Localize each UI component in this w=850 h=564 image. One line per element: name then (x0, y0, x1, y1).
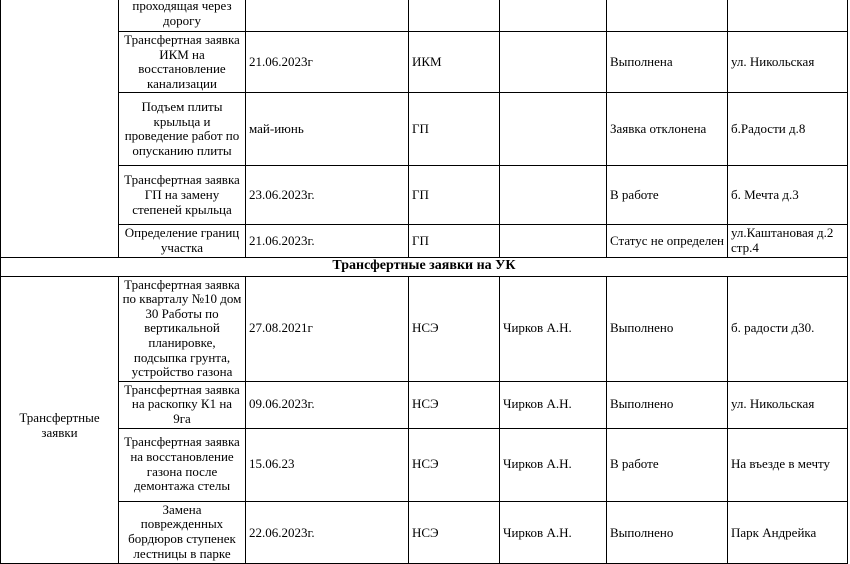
table-row (1, 276, 848, 381)
request-type: ИКМ (409, 32, 500, 93)
request-name: проходящая через дорогу (119, 0, 246, 32)
request-person (500, 32, 607, 93)
table-row (1, 225, 848, 257)
request-type: ГП (409, 93, 500, 166)
table-row (1, 428, 848, 501)
request-address: б.Радости д.8 (728, 93, 848, 166)
request-person: Чирков А.Н. (500, 428, 607, 501)
request-person (500, 225, 607, 257)
request-address: ул.Каштановая д.2 стр.4 (728, 225, 848, 257)
request-name: Замена поврежденных бордюров ступенек лестницы в парке (119, 501, 246, 563)
request-date: 22.06.2023г. (246, 501, 409, 563)
request-address: ул. Никольская (728, 381, 848, 428)
table-row (1, 32, 848, 93)
request-status: Выполнено (607, 276, 728, 381)
request-date: май-июнь (246, 93, 409, 166)
request-type: ГП (409, 225, 500, 257)
request-name: Подъем плиты крыльца и проведение работ по опусканию плиты (119, 93, 246, 166)
request-type: НСЭ (409, 381, 500, 428)
request-address (728, 0, 848, 32)
request-date: 21.06.2023г. (246, 225, 409, 257)
request-type: НСЭ (409, 501, 500, 563)
request-name: Определение границ участка (119, 225, 246, 257)
request-type: НСЭ (409, 276, 500, 381)
group-cell-empty (1, 0, 119, 257)
request-name: Трансфертная заявка ГП на замену степеней крыльца (119, 166, 246, 225)
table-row (1, 93, 848, 166)
section-title: Трансфертные заявки на УК (1, 257, 848, 276)
request-status: В работе (607, 428, 728, 501)
request-status: В работе (607, 166, 728, 225)
table-row (1, 501, 848, 563)
request-status: Выполнено (607, 501, 728, 563)
request-date: 23.06.2023г. (246, 166, 409, 225)
request-type: ГП (409, 166, 500, 225)
request-status: Статус не определен (607, 225, 728, 257)
request-address: ул. Никольская (728, 32, 848, 93)
request-person (500, 0, 607, 32)
request-name: Трансфертная заявка на восстановление газона после демонтажа стелы (119, 428, 246, 501)
table-row (1, 0, 848, 32)
request-status: Выполнено (607, 381, 728, 428)
request-name: Трансфертная заявка по кварталу №10 дом 30 Работы по вертикальной планировке, подсыпка грунта, устройство газона (119, 276, 246, 381)
request-person: Чирков А.Н. (500, 501, 607, 563)
section-header-row (1, 257, 848, 276)
request-status: Заявка отклонена (607, 93, 728, 166)
request-address: Парк Андрейка (728, 501, 848, 563)
request-date: 27.08.2021г (246, 276, 409, 381)
request-status: Выполнена (607, 32, 728, 93)
table-row (1, 381, 848, 428)
request-date: 09.06.2023г. (246, 381, 409, 428)
request-address: На въезде в мечту (728, 428, 848, 501)
request-person (500, 93, 607, 166)
request-date: 15.06.23 (246, 428, 409, 501)
request-date: 21.06.2023г (246, 32, 409, 93)
request-status (607, 0, 728, 32)
request-type (409, 0, 500, 32)
request-name: Трансфертная заявка ИКМ на восстановление канализации (119, 32, 246, 93)
table-row (1, 166, 848, 225)
request-date (246, 0, 409, 32)
request-person (500, 166, 607, 225)
request-type: НСЭ (409, 428, 500, 501)
request-name: Трансфертная заявка на раскопку К1 на 9га (119, 381, 246, 428)
group-label: Трансфертные заявки (1, 276, 119, 563)
request-address: б. Мечта д.3 (728, 166, 848, 225)
request-person: Чирков А.Н. (500, 276, 607, 381)
request-person: Чирков А.Н. (500, 381, 607, 428)
request-address: б. радости д30. (728, 276, 848, 381)
